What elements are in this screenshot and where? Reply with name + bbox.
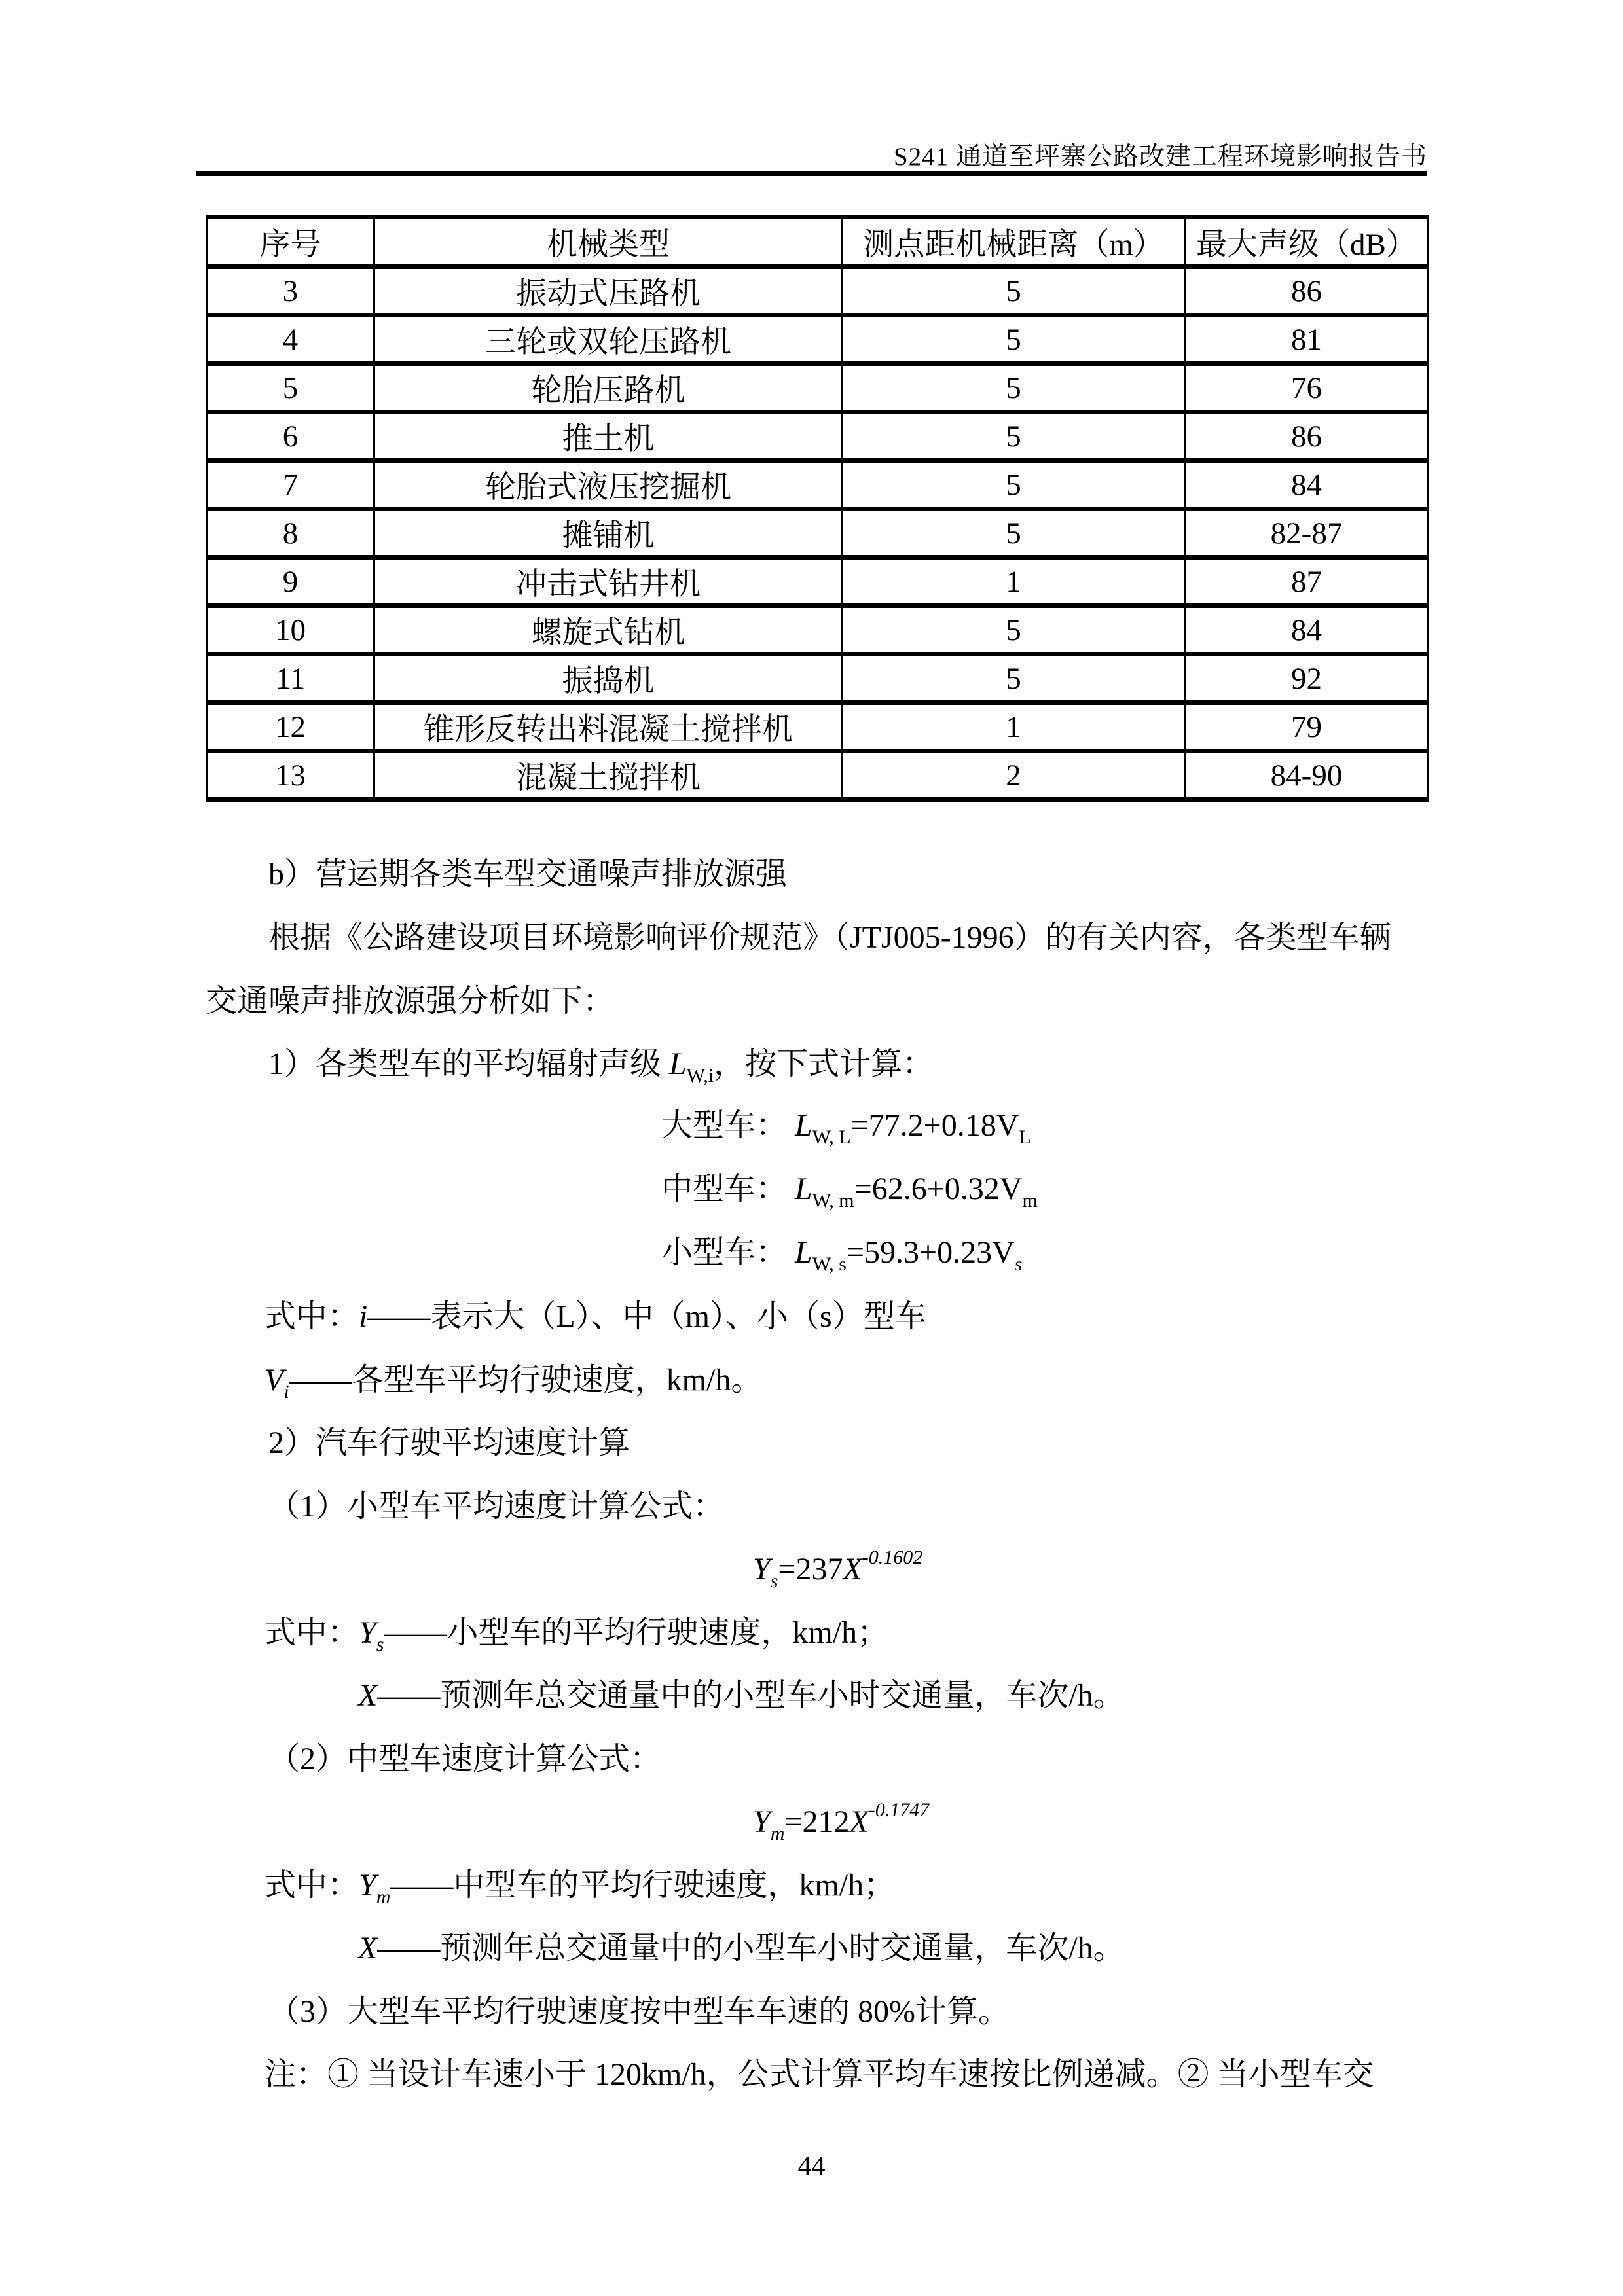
formula-body: =62.6+0.32 (854, 1172, 1000, 1206)
variable-L: L (795, 1108, 812, 1143)
table-cell: 5 (843, 461, 1185, 509)
table-cell: 5 (843, 606, 1185, 655)
definition-Vi (264, 1361, 763, 1403)
table-row (207, 412, 1429, 461)
table-cell: 推土机 (374, 412, 843, 461)
table-cell: 6 (207, 412, 374, 461)
subscript-Wi: W,i (686, 1065, 714, 1086)
definition-i (264, 1297, 926, 1336)
table-cell: 1 (843, 558, 1185, 606)
exponent: -0.1747 (868, 1799, 930, 1821)
paragraph-genju-line2: 交通噪声排放源强分析如下： (206, 984, 615, 1018)
variable-Y: Y (753, 1552, 771, 1587)
table-cell: 5 (843, 267, 1185, 315)
subscript-m: m (376, 1886, 391, 1908)
text-pre: 式中： (264, 1615, 359, 1650)
text-pre: 式中： (264, 1868, 359, 1903)
formula-label: 小型车： (661, 1235, 795, 1270)
table-cell: 振捣机 (374, 655, 843, 703)
table-cell: 12 (207, 703, 374, 751)
exponent: -0.1602 (862, 1547, 923, 1568)
table-cell: 5 (843, 509, 1185, 558)
formula-large-vehicle (661, 1106, 1031, 1148)
variable-X: X (849, 1804, 869, 1839)
text-post: ——表示大（L）、中（m）、小（s）型车 (367, 1299, 926, 1334)
variable-L: L (669, 1047, 687, 1081)
table-cell: 5 (843, 364, 1185, 412)
table-cell: 1 (843, 703, 1185, 751)
table-cell: 11 (207, 655, 374, 703)
table-cell: 10 (207, 606, 374, 655)
variable-L: L (795, 1235, 812, 1270)
page-header-title: S241 通道至坪寨公路改建工程环境影响报告书 (894, 143, 1427, 171)
variable-Y: Y (359, 1615, 376, 1650)
text-pre: 1）各类型车的平均辐射声级 (268, 1047, 670, 1081)
table-cell: 锥形反转出料混凝土搅拌机 (374, 703, 843, 751)
definition-X-1 (358, 1676, 1125, 1715)
section-heading-b: b）营运期各类车型交通噪声排放源强 (268, 857, 788, 891)
paragraph-genju-line1: 根据《公路建设项目环境影响评价规范》（JTJ005-1996）的有关内容，各类型车辆 (268, 920, 1391, 955)
subscript-s: s (770, 1570, 778, 1592)
table-cell: 7 (207, 461, 374, 509)
table-cell: 混凝土搅拌机 (374, 751, 843, 800)
formula-medium-vehicle (661, 1170, 1038, 1209)
table-cell: 轮胎式液压挖掘机 (374, 461, 843, 509)
table-cell: 79 (1185, 703, 1429, 751)
table-cell: 4 (207, 315, 374, 364)
formula-Ym (753, 1799, 930, 1844)
text-post: ——各型车平均行驶速度，km/h。 (289, 1363, 763, 1397)
table-row (207, 315, 1429, 364)
table-cell: 轮胎压路机 (374, 364, 843, 412)
table-cell: 5 (843, 655, 1185, 703)
variable-Y: Y (753, 1804, 771, 1839)
definition-X-2 (358, 1929, 1125, 1968)
variable-L: L (795, 1172, 812, 1206)
definition-Ym (264, 1866, 896, 1908)
formula-body: =237 (778, 1552, 843, 1587)
table-cell: 5 (207, 364, 374, 412)
variable-X: X (843, 1552, 862, 1587)
table-cell: 82-87 (1185, 509, 1429, 558)
variable-X: X (358, 1678, 378, 1713)
text-pre: 式中： (264, 1299, 359, 1334)
subscript-Ws: W, s (812, 1253, 847, 1275)
text-post: ——预测年总交通量中的小型车小时交通量，车次/h。 (377, 1931, 1125, 1965)
formula-label: 大型车： (661, 1108, 795, 1143)
table-cell: 冲击式钻井机 (374, 558, 843, 606)
variable-X: X (358, 1931, 378, 1965)
variable-V: V (996, 1108, 1019, 1143)
formula-small-vehicle (661, 1233, 1023, 1275)
subsection-heading-2-1: （1）小型车平均速度计算公式： (268, 1489, 725, 1524)
table-cell: 86 (1185, 412, 1429, 461)
table-cell: 摊铺机 (374, 509, 843, 558)
column-header-distance: 测点距机械距离（m） (843, 217, 1185, 267)
table-cell: 振动式压路机 (374, 267, 843, 315)
formula-body: =212 (784, 1804, 850, 1839)
subsection-heading-2-3: （3）大型车平均行驶速度按中型车车速的 80%计算。 (268, 1994, 1010, 2029)
table-cell: 3 (207, 267, 374, 315)
formula-Ys (753, 1547, 923, 1592)
machinery-noise-table (206, 215, 1429, 802)
formula-label: 中型车： (661, 1172, 795, 1206)
table-cell: 81 (1185, 315, 1429, 364)
table-header-row (207, 217, 1429, 267)
table-row (207, 509, 1429, 558)
note-line: 注：① 当设计车速小于 120km/h，公式计算平均车速按比例递减。② 当小型车交 (264, 2057, 1374, 2092)
subscript-s: s (376, 1634, 384, 1655)
table-row (207, 606, 1429, 655)
table-cell: 8 (207, 509, 374, 558)
table-cell: 2 (843, 751, 1185, 800)
subscript-m: m (1022, 1190, 1038, 1211)
variable-V: V (264, 1363, 284, 1397)
table-cell: 92 (1185, 655, 1429, 703)
table-row (207, 461, 1429, 509)
table-cell: 三轮或双轮压路机 (374, 315, 843, 364)
text-post: ——中型车的平均行驶速度，km/h； (390, 1868, 896, 1903)
table-cell: 84 (1185, 606, 1429, 655)
table-row (207, 558, 1429, 606)
table-cell: 86 (1185, 267, 1429, 315)
column-header-machine-type: 机械类型 (374, 217, 843, 267)
variable-i: i (359, 1299, 368, 1334)
table-cell: 84 (1185, 461, 1429, 509)
text-post: ，按下式计算： (714, 1047, 934, 1081)
subscript-Wm: W, m (812, 1190, 854, 1211)
variable-V: V (999, 1172, 1023, 1206)
table-cell: 76 (1185, 364, 1429, 412)
column-header-index: 序号 (207, 217, 374, 267)
subscript-s: s (1014, 1253, 1023, 1275)
subscript-L: L (1019, 1126, 1031, 1148)
paragraph-radiated-level-intro (268, 1045, 934, 1084)
table-cell: 5 (843, 315, 1185, 364)
table-row (207, 655, 1429, 703)
header-rule (196, 171, 1427, 176)
table-row (207, 267, 1429, 315)
machine-table-body (207, 267, 1429, 800)
formula-body: =59.3+0.23 (846, 1235, 993, 1270)
subsection-heading-2-2: （2）中型车速度计算公式： (268, 1742, 662, 1776)
table-cell: 87 (1185, 558, 1429, 606)
table-cell: 螺旋式钻机 (374, 606, 843, 655)
table-cell: 9 (207, 558, 374, 606)
variable-Y: Y (359, 1868, 376, 1903)
table-cell: 84-90 (1185, 751, 1429, 800)
variable-V: V (992, 1235, 1015, 1270)
column-header-max-level: 最大声级（dB） (1185, 217, 1429, 267)
definition-Ys (264, 1613, 888, 1653)
page-number: 44 (797, 2151, 826, 2181)
subscript-WL: W, L (812, 1126, 851, 1148)
text-post: ——小型车的平均行驶速度，km/h； (384, 1615, 889, 1650)
subscript-i: i (283, 1381, 289, 1403)
table-cell: 13 (207, 751, 374, 800)
table-row (207, 751, 1429, 800)
section-heading-2: 2）汽车行驶平均速度计算 (268, 1426, 630, 1460)
text-post: ——预测年总交通量中的小型车小时交通量，车次/h。 (377, 1678, 1125, 1713)
table-cell: 5 (843, 412, 1185, 461)
formula-body: =77.2+0.18 (850, 1108, 996, 1143)
subscript-m: m (770, 1823, 785, 1844)
table-row (207, 364, 1429, 412)
table-row (207, 703, 1429, 751)
